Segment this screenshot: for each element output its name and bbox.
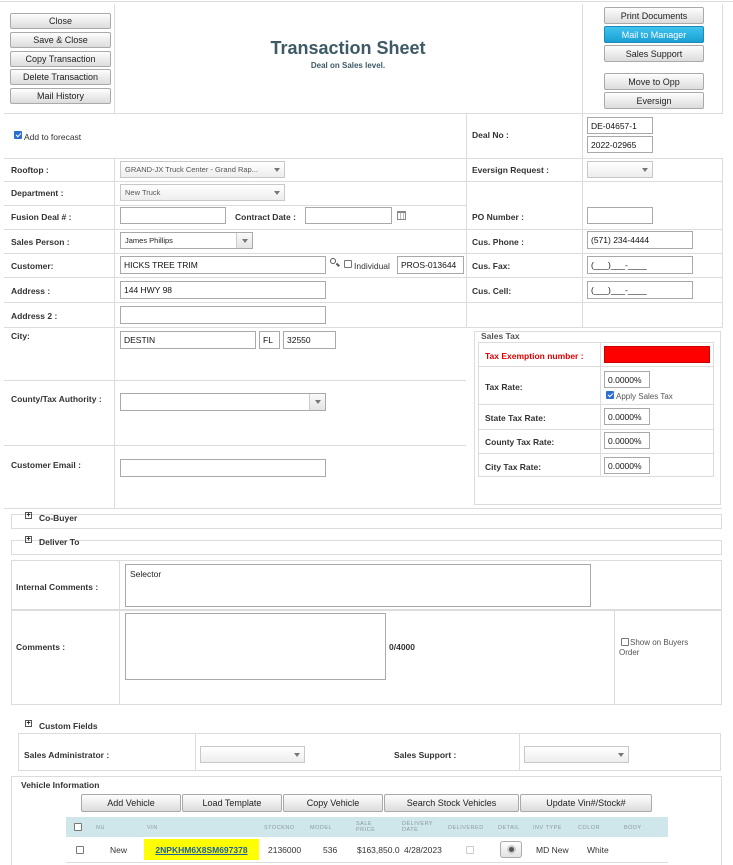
chevron-down-icon <box>618 753 624 757</box>
delivery-date-cell: 4/28/2023 <box>404 845 442 855</box>
individual-label: Individual <box>354 261 390 271</box>
address-label: Address : <box>11 286 51 296</box>
customer-field[interactable]: HICKS TREE TRIM <box>120 256 326 274</box>
department-select[interactable] <box>120 184 285 201</box>
row-checkbox[interactable] <box>76 846 84 854</box>
add-forecast-checkbox[interactable] <box>14 131 22 139</box>
search-icon-handle <box>336 263 340 267</box>
tax-rate-field[interactable]: 0.0000% <box>604 371 650 388</box>
zip-field[interactable]: 32550 <box>283 331 336 349</box>
cus-phone-field[interactable]: (571) 234-4444 <box>587 231 693 249</box>
eversign-request-label: Eversign Request : <box>472 165 549 175</box>
chevron-down-icon <box>294 753 300 757</box>
select-all-checkbox[interactable] <box>74 823 82 831</box>
show-buyers-order-label: Show on Buyers Order <box>619 638 689 657</box>
city-label: City: <box>11 331 30 341</box>
co-buyer-section[interactable]: Co-Buyer <box>39 513 78 523</box>
cus-phone-label: Cus. Phone : <box>472 237 524 247</box>
page-subtitle: Deal on Sales level. <box>310 61 386 70</box>
chevron-down-icon <box>242 239 248 243</box>
deal-no-2-field[interactable]: 2022-02965 <box>587 136 653 153</box>
cus-cell-label: Cus. Cell: <box>472 286 512 296</box>
sales-admin-label: Sales Administrator : <box>24 750 110 760</box>
column-header: VIN <box>147 825 158 831</box>
chevron-down-icon <box>315 400 321 404</box>
model-cell: 536 <box>323 845 338 855</box>
cus-fax-label: Cus. Fax: <box>472 261 511 271</box>
mail-to-manager-button[interactable]: Mail to Manager <box>604 26 704 43</box>
tax-exemption-label: Tax Exemption number : <box>485 351 584 361</box>
customer-email-field[interactable] <box>120 459 326 477</box>
move-to-opp-button[interactable]: Move to Opp <box>604 73 704 90</box>
customer-email-label: Customer Email : <box>11 460 81 470</box>
department-value: New Truck <box>125 188 161 197</box>
tax-exemption-field[interactable] <box>604 346 710 363</box>
column-header: SALE PRICE <box>356 821 376 833</box>
chevron-down-icon <box>274 191 280 195</box>
deal-no-field[interactable]: DE-04657-1 <box>587 117 653 134</box>
expand-icon[interactable]: + <box>26 536 31 543</box>
print-documents-button[interactable]: Print Documents <box>604 7 704 24</box>
sales-tax-title: Sales Tax <box>481 331 520 341</box>
eversign-request-select[interactable] <box>587 161 653 178</box>
delete-transaction-button[interactable]: Delete Transaction <box>10 69 111 85</box>
vin-cell[interactable] <box>144 839 259 860</box>
sales-support-label: Sales Support : <box>394 750 457 760</box>
rooftop-value: GRAND-JX Truck Center - Grand Rap... <box>125 165 258 174</box>
state-tax-label: State Tax Rate: <box>485 413 546 423</box>
comments-label: Comments : <box>16 642 66 652</box>
sales-person-select[interactable] <box>120 232 253 249</box>
delivered-checkbox <box>466 846 474 854</box>
prospect-id-field[interactable]: PROS-013644 <box>397 256 464 274</box>
state-tax-field[interactable]: 0.0000% <box>604 408 650 425</box>
info-icon <box>507 845 516 854</box>
address-field[interactable]: 144 HWY 98 <box>120 281 326 299</box>
rooftop-label: Rooftop : <box>11 165 49 175</box>
detail-button[interactable] <box>500 841 522 858</box>
column-header: DELIVERED <box>448 825 484 831</box>
column-header: MODEL <box>310 825 333 831</box>
copy-transaction-button[interactable]: Copy Transaction <box>10 51 111 67</box>
expand-icon[interactable]: + <box>26 720 31 727</box>
save-close-button[interactable]: Save & Close <box>10 32 111 48</box>
fusion-deal-label: Fusion Deal # : <box>11 212 72 222</box>
county-tax-label: County Tax Rate: <box>485 437 555 447</box>
fusion-deal-field[interactable] <box>120 207 226 224</box>
city-tax-field[interactable]: 0.0000% <box>604 457 650 474</box>
tax-rate-label: Tax Rate: <box>485 382 523 392</box>
apply-sales-tax-checkbox[interactable] <box>606 391 614 399</box>
column-header: COLOR <box>578 825 601 831</box>
customer-label: Customer: <box>11 261 54 271</box>
mail-history-button[interactable]: Mail History <box>10 88 111 104</box>
custom-fields-section[interactable]: Custom Fields <box>39 721 98 731</box>
internal-comments-field[interactable]: Selector <box>125 564 591 607</box>
address2-label: Address 2 : <box>11 311 58 321</box>
apply-sales-tax-label: Apply Sales Tax <box>616 392 673 401</box>
add-forecast-label: Add to forecast <box>24 132 82 142</box>
cus-fax-field[interactable]: (___)___-____ <box>587 256 693 274</box>
price-cell: $163,850.0 <box>357 845 400 855</box>
comments-field[interactable] <box>125 613 386 680</box>
address2-field[interactable] <box>120 306 326 324</box>
page-title: Transaction Sheet <box>270 38 426 58</box>
column-header: DELIVERY DATE <box>402 821 434 833</box>
city-tax-label: City Tax Rate: <box>485 462 542 472</box>
internal-comments-label: Internal Comments : <box>16 582 99 592</box>
po-number-label: PO Number : <box>472 212 524 222</box>
city-field[interactable]: DESTIN <box>120 331 256 349</box>
county-label: County/Tax Authority : <box>11 394 102 404</box>
add-vehicle-button[interactable]: Add Vehicle <box>81 794 181 812</box>
contract-date-field[interactable] <box>305 207 392 224</box>
vehicle-info-section: Vehicle Information <box>21 780 100 790</box>
column-header: INV TYPE <box>533 825 562 831</box>
stockno-cell: 2136000 <box>268 845 302 855</box>
chevron-down-icon <box>642 168 648 172</box>
char-counter: 0/4000 <box>389 642 415 652</box>
deal-no-label: Deal No : <box>472 130 509 140</box>
update-vin-button[interactable]: Update Vin#/Stock# <box>520 794 652 812</box>
inv-type-cell: MD New <box>536 845 569 855</box>
contract-date-label: Contract Date : <box>235 212 296 222</box>
close-button[interactable]: Close <box>10 13 111 29</box>
column-header: STOCKNO <box>264 825 295 831</box>
county-select[interactable] <box>120 393 326 411</box>
column-header: NU <box>96 825 105 831</box>
county-tax-field[interactable]: 0.0000% <box>604 432 650 449</box>
vin-link[interactable]: 2NPKHM6X8SM697378 <box>155 844 248 855</box>
load-template-button[interactable]: Load Template <box>182 794 282 812</box>
deliver-to-section[interactable]: Deliver To <box>39 537 80 547</box>
column-header: DETAIL <box>498 825 520 831</box>
state-field[interactable]: FL <box>259 331 280 349</box>
column-header: BODY <box>624 825 642 831</box>
copy-vehicle-button[interactable]: Copy Vehicle <box>283 794 383 812</box>
cus-cell-field[interactable]: (___)___-____ <box>587 281 693 299</box>
rooftop-select[interactable] <box>120 161 285 178</box>
sales-person-label: Sales Person : <box>11 237 70 247</box>
eversign-button[interactable]: Eversign <box>604 92 704 109</box>
expand-icon[interactable]: + <box>26 512 31 519</box>
sales-admin-select[interactable] <box>200 746 305 763</box>
search-stock-button[interactable]: Search Stock Vehicles <box>384 794 519 812</box>
sales-support-button[interactable]: Sales Support <box>604 45 704 62</box>
po-number-field[interactable] <box>587 207 653 224</box>
sales-person-value: James Phillips <box>125 236 173 245</box>
color-cell: White <box>587 845 609 855</box>
individual-checkbox[interactable] <box>344 260 352 268</box>
department-label: Department : <box>11 188 64 198</box>
chevron-down-icon <box>274 168 280 172</box>
nu-cell: New <box>110 845 128 855</box>
calendar-icon[interactable] <box>397 211 406 220</box>
sales-support-select[interactable] <box>524 746 629 763</box>
